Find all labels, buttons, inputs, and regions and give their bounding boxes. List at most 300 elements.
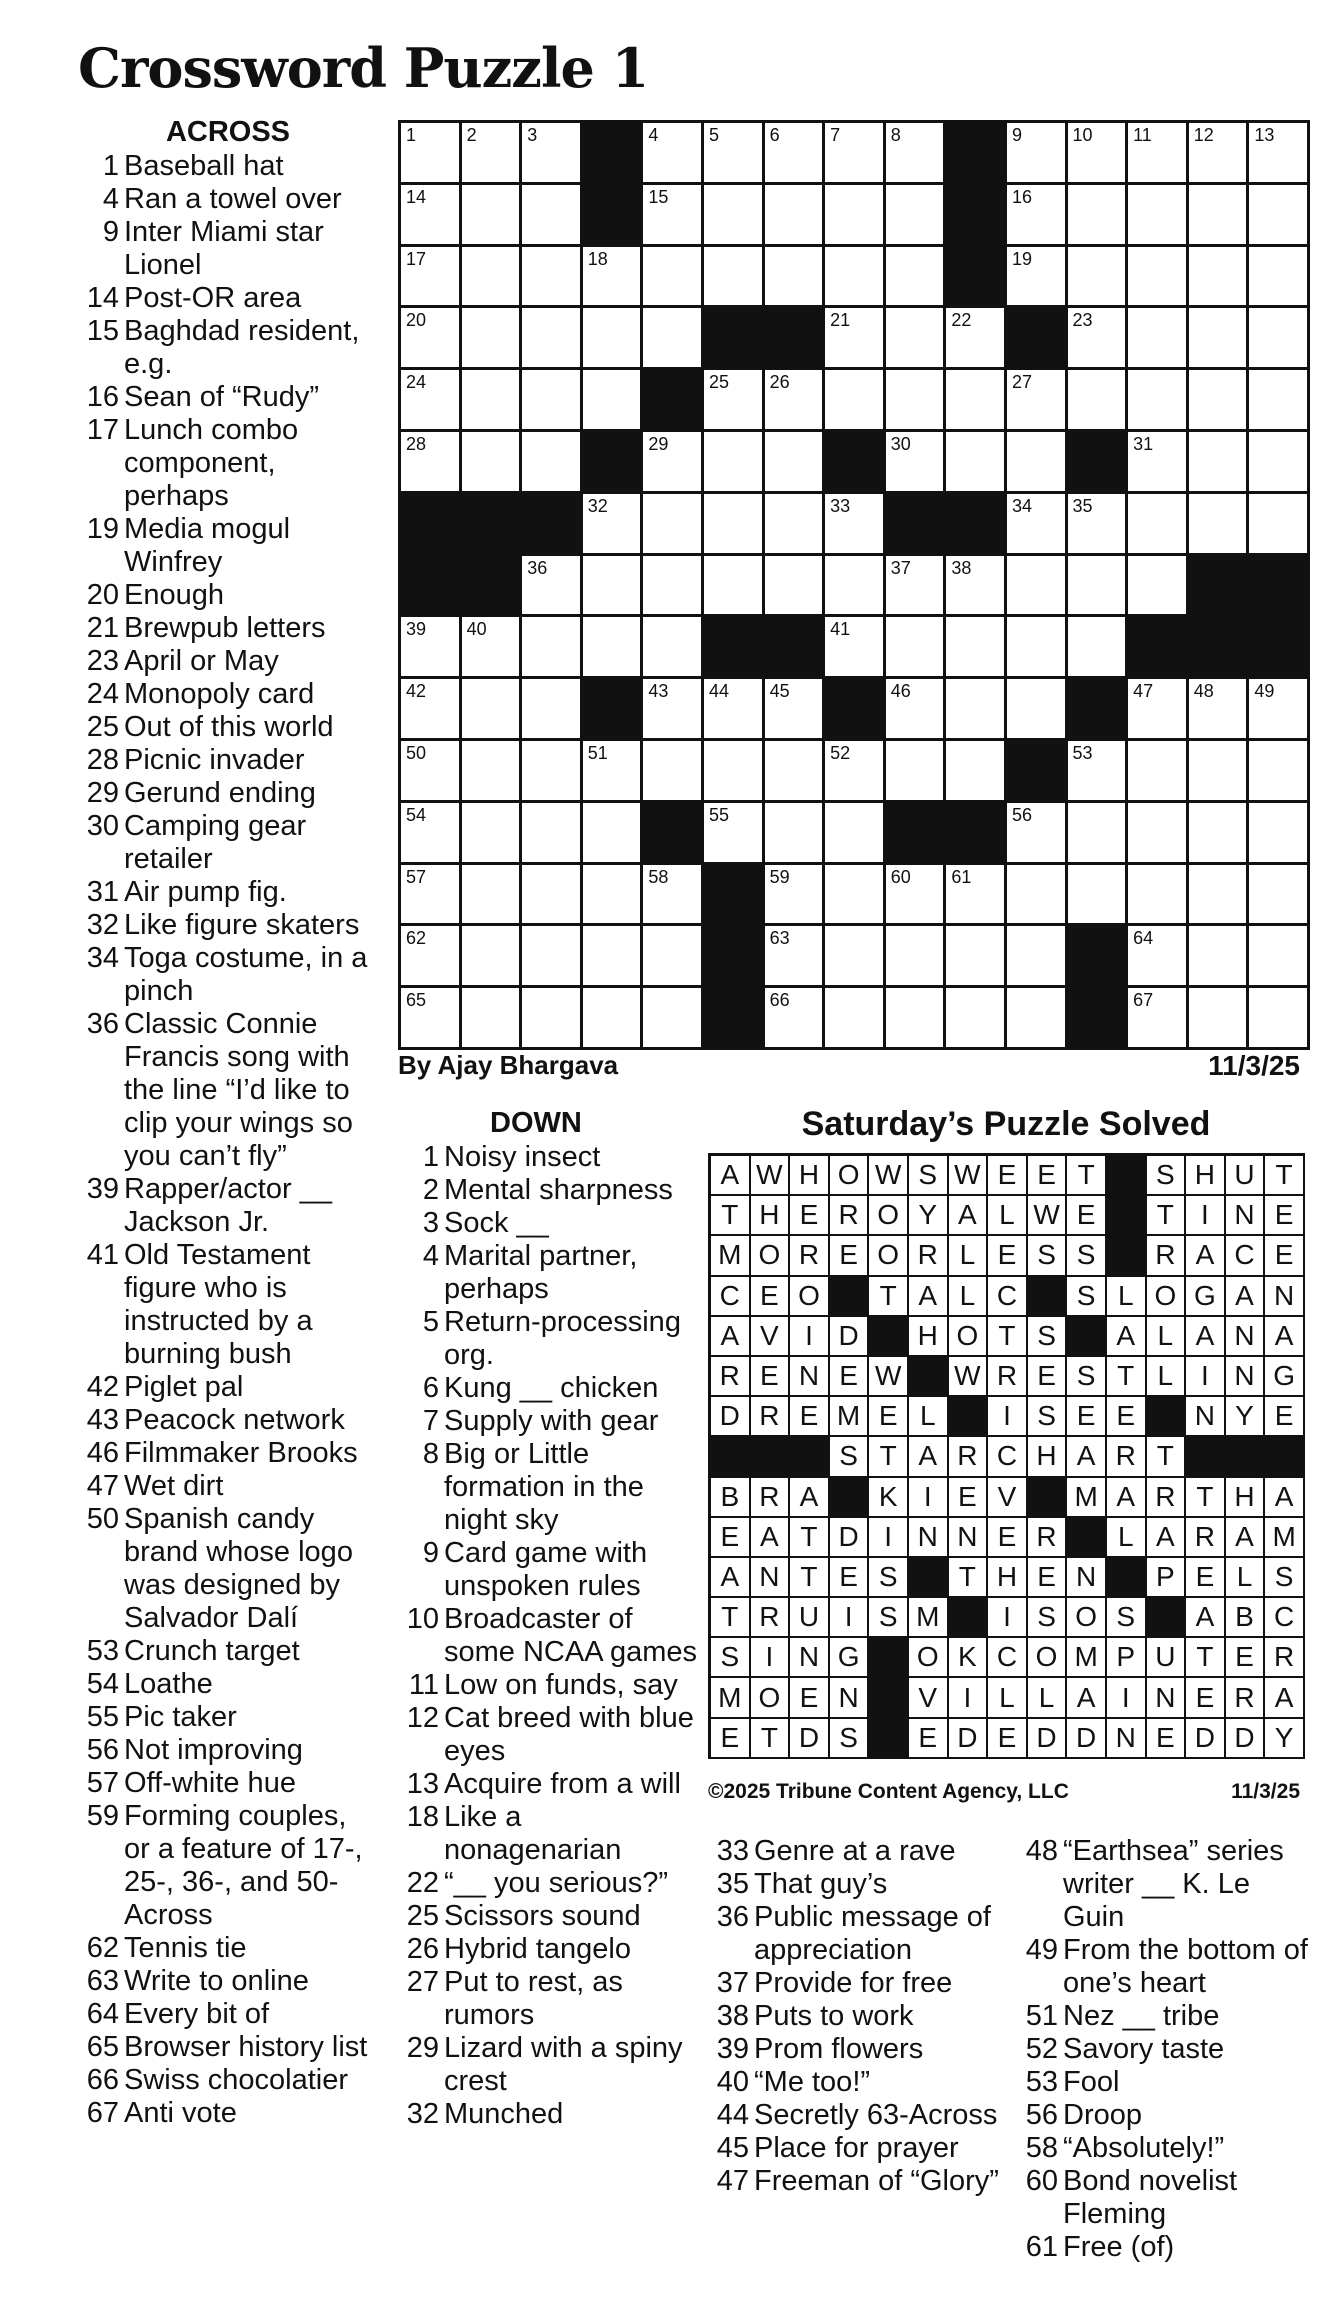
grid-cell[interactable] bbox=[825, 926, 886, 988]
clue-text: Off-white hue bbox=[124, 1767, 296, 1799]
clue-text: Crunch target bbox=[124, 1635, 300, 1667]
grid-cell[interactable] bbox=[765, 803, 826, 865]
solution-letter: A bbox=[1186, 1317, 1226, 1357]
grid-cell[interactable] bbox=[643, 617, 704, 679]
grid-cell[interactable] bbox=[1068, 556, 1129, 618]
grid-cell[interactable] bbox=[1007, 494, 1068, 556]
grid-cell[interactable] bbox=[462, 865, 523, 927]
grid-cell[interactable] bbox=[1007, 988, 1068, 1050]
grid-cell[interactable] bbox=[1007, 432, 1068, 494]
grid-cell[interactable] bbox=[1128, 988, 1189, 1050]
clue-down_col3-60 bbox=[1017, 2165, 1317, 2231]
grid-black-square bbox=[946, 247, 1007, 309]
grid-cell[interactable] bbox=[704, 370, 765, 432]
grid-cell[interactable] bbox=[1189, 988, 1250, 1050]
clue-text: April or May bbox=[124, 645, 279, 677]
grid-cell[interactable] bbox=[886, 370, 947, 432]
grid-cell[interactable] bbox=[1128, 370, 1189, 432]
clue-text: Filmmaker Brooks bbox=[124, 1437, 358, 1469]
grid-cell[interactable] bbox=[522, 432, 583, 494]
grid-cell[interactable] bbox=[583, 617, 644, 679]
solution-letter: I bbox=[751, 1638, 791, 1678]
clue-across-23 bbox=[78, 645, 378, 678]
clue-text: Kung __ chicken bbox=[444, 1372, 659, 1404]
grid-cell[interactable] bbox=[1189, 926, 1250, 988]
grid-cell[interactable] bbox=[401, 185, 462, 247]
grid-cell[interactable] bbox=[1128, 803, 1189, 865]
solution-letter: L bbox=[988, 1196, 1028, 1236]
clue-across-16 bbox=[78, 381, 378, 414]
grid-cell[interactable] bbox=[1068, 123, 1129, 185]
grid-cell[interactable] bbox=[765, 926, 826, 988]
clue-text: Swiss chocolatier bbox=[124, 2064, 349, 2096]
grid-cell[interactable] bbox=[1068, 741, 1129, 803]
clue-down_col1-8 bbox=[398, 1438, 698, 1537]
cell-number: 40 bbox=[466, 619, 487, 640]
cell-number: 60 bbox=[890, 866, 911, 887]
grid-cell[interactable] bbox=[1068, 370, 1129, 432]
clue-text: Camping gear retailer bbox=[124, 810, 307, 875]
grid-cell[interactable] bbox=[401, 370, 462, 432]
grid-cell[interactable] bbox=[946, 679, 1007, 741]
grid-cell[interactable] bbox=[825, 617, 886, 679]
solution-letter: A bbox=[949, 1196, 989, 1236]
grid-cell[interactable] bbox=[1128, 926, 1189, 988]
cell-number: 36 bbox=[527, 557, 548, 578]
grid-cell[interactable] bbox=[1128, 185, 1189, 247]
grid-cell[interactable] bbox=[704, 185, 765, 247]
grid-cell[interactable] bbox=[825, 741, 886, 803]
grid-cell[interactable] bbox=[1007, 865, 1068, 927]
cell-number: 18 bbox=[587, 248, 608, 269]
grid-cell[interactable] bbox=[1128, 494, 1189, 556]
grid-cell[interactable] bbox=[401, 432, 462, 494]
clue-text: Every bit of bbox=[124, 1998, 270, 2030]
clue-text: Nez __ tribe bbox=[1063, 2000, 1220, 2032]
grid-cell[interactable] bbox=[462, 679, 523, 741]
grid-cell[interactable] bbox=[765, 123, 826, 185]
solution-letter: E bbox=[830, 1558, 870, 1598]
grid-cell[interactable] bbox=[643, 247, 704, 309]
grid-cell[interactable] bbox=[522, 123, 583, 185]
clue-across-15 bbox=[78, 315, 378, 381]
grid-cell[interactable] bbox=[401, 679, 462, 741]
grid-cell[interactable] bbox=[765, 556, 826, 618]
solution-letter: D bbox=[949, 1719, 989, 1759]
clue-down_col2-33 bbox=[708, 1835, 1008, 1868]
cell-number: 19 bbox=[1011, 248, 1032, 269]
grid-cell[interactable] bbox=[825, 123, 886, 185]
solution-letter: E bbox=[1186, 1678, 1226, 1718]
grid-cell[interactable] bbox=[401, 988, 462, 1050]
grid-cell[interactable] bbox=[1128, 741, 1189, 803]
grid-cell[interactable] bbox=[1128, 123, 1189, 185]
grid-cell[interactable] bbox=[1068, 185, 1129, 247]
grid-cell[interactable] bbox=[583, 803, 644, 865]
grid-cell[interactable] bbox=[522, 679, 583, 741]
grid-cell[interactable] bbox=[886, 865, 947, 927]
grid-cell[interactable] bbox=[462, 123, 523, 185]
grid-cell[interactable] bbox=[946, 741, 1007, 803]
grid-cell[interactable] bbox=[825, 988, 886, 1050]
grid-cell[interactable] bbox=[583, 494, 644, 556]
cell-number: 35 bbox=[1072, 495, 1093, 516]
grid-cell[interactable] bbox=[1128, 679, 1189, 741]
cell-number: 3 bbox=[527, 125, 538, 145]
clue-number: 40 bbox=[716, 2066, 749, 2098]
grid-cell[interactable] bbox=[886, 432, 947, 494]
clue-number: 49 bbox=[1025, 1934, 1058, 1966]
clue-number: 23 bbox=[86, 645, 119, 677]
clue-number: 32 bbox=[86, 909, 119, 941]
grid-cell[interactable] bbox=[401, 617, 462, 679]
solution-letter: O bbox=[869, 1196, 909, 1236]
grid-cell[interactable] bbox=[825, 308, 886, 370]
solution-letter: E bbox=[1265, 1236, 1305, 1276]
cell-number: 43 bbox=[648, 681, 669, 702]
grid-cell[interactable] bbox=[1189, 741, 1250, 803]
clue-text: Marital partner, perhaps bbox=[444, 1240, 638, 1305]
solution-letter: A bbox=[1107, 1317, 1147, 1357]
grid-cell[interactable] bbox=[1249, 679, 1310, 741]
grid-cell[interactable] bbox=[583, 926, 644, 988]
grid-cell[interactable] bbox=[1007, 803, 1068, 865]
grid-cell[interactable] bbox=[1249, 741, 1310, 803]
grid-cell[interactable] bbox=[704, 432, 765, 494]
solution-black-square bbox=[1186, 1437, 1226, 1477]
cell-number: 63 bbox=[769, 928, 790, 949]
solution-letter: I bbox=[988, 1397, 1028, 1437]
grid-cell[interactable] bbox=[1128, 308, 1189, 370]
grid-cell[interactable] bbox=[946, 370, 1007, 432]
grid-cell[interactable] bbox=[401, 803, 462, 865]
grid-cell[interactable] bbox=[1249, 803, 1310, 865]
solution-black-square bbox=[751, 1437, 791, 1477]
clue-number: 56 bbox=[1025, 2099, 1058, 2131]
grid-cell[interactable] bbox=[886, 556, 947, 618]
solution-letter: N bbox=[830, 1678, 870, 1718]
grid-cell[interactable] bbox=[825, 494, 886, 556]
solution-letter: R bbox=[1107, 1437, 1147, 1477]
grid-cell[interactable] bbox=[643, 432, 704, 494]
cell-number: 48 bbox=[1193, 681, 1214, 702]
cell-number: 65 bbox=[406, 990, 427, 1011]
clue-number: 25 bbox=[86, 711, 119, 743]
grid-cell[interactable] bbox=[946, 988, 1007, 1050]
grid-cell[interactable] bbox=[765, 185, 826, 247]
grid-cell[interactable] bbox=[1068, 247, 1129, 309]
grid-cell[interactable] bbox=[462, 617, 523, 679]
grid-cell[interactable] bbox=[1249, 926, 1310, 988]
solution-letter: S bbox=[1028, 1317, 1068, 1357]
cell-number: 50 bbox=[406, 742, 427, 763]
grid-cell[interactable] bbox=[825, 370, 886, 432]
solution-letter: A bbox=[711, 1317, 751, 1357]
grid-cell[interactable] bbox=[946, 556, 1007, 618]
grid-cell[interactable] bbox=[765, 988, 826, 1050]
grid-cell[interactable] bbox=[1189, 803, 1250, 865]
grid-cell[interactable] bbox=[704, 494, 765, 556]
grid-cell[interactable] bbox=[522, 926, 583, 988]
grid-cell[interactable] bbox=[643, 865, 704, 927]
clue-number: 62 bbox=[86, 1932, 119, 1964]
grid-cell[interactable] bbox=[1007, 247, 1068, 309]
grid-cell[interactable] bbox=[1249, 370, 1310, 432]
solution-black-square bbox=[1265, 1437, 1305, 1477]
grid-cell[interactable] bbox=[946, 308, 1007, 370]
grid-cell[interactable] bbox=[522, 308, 583, 370]
clue-down_col1-7 bbox=[398, 1405, 698, 1438]
grid-cell[interactable] bbox=[765, 865, 826, 927]
solution-letter: P bbox=[1107, 1638, 1147, 1678]
grid-cell[interactable] bbox=[583, 556, 644, 618]
grid-cell[interactable] bbox=[1007, 617, 1068, 679]
cell-number: 46 bbox=[890, 681, 911, 702]
clue-down_col2-39 bbox=[708, 2033, 1008, 2066]
grid-cell[interactable] bbox=[886, 988, 947, 1050]
grid-cell[interactable] bbox=[704, 803, 765, 865]
solution-letter: O bbox=[869, 1236, 909, 1276]
grid-cell[interactable] bbox=[886, 679, 947, 741]
grid-cell[interactable] bbox=[1249, 247, 1310, 309]
solution-letter: N bbox=[1147, 1678, 1187, 1718]
grid-cell[interactable] bbox=[1007, 679, 1068, 741]
grid-cell[interactable] bbox=[643, 556, 704, 618]
grid-cell[interactable] bbox=[643, 494, 704, 556]
cell-number: 38 bbox=[951, 557, 972, 578]
solution-letter: E bbox=[1067, 1397, 1107, 1437]
grid-cell[interactable] bbox=[522, 741, 583, 803]
grid-cell[interactable] bbox=[1189, 370, 1250, 432]
grid-cell[interactable] bbox=[462, 926, 523, 988]
grid-cell[interactable] bbox=[1249, 494, 1310, 556]
clue-text: Free (of) bbox=[1063, 2231, 1175, 2263]
grid-cell[interactable] bbox=[583, 370, 644, 432]
grid-cell[interactable] bbox=[1249, 865, 1310, 927]
grid-cell[interactable] bbox=[886, 185, 947, 247]
grid-cell[interactable] bbox=[704, 556, 765, 618]
clue-number: 26 bbox=[406, 1933, 439, 1965]
grid-cell[interactable] bbox=[522, 370, 583, 432]
grid-cell[interactable] bbox=[1189, 865, 1250, 927]
clue-number: 42 bbox=[86, 1371, 119, 1403]
grid-cell[interactable] bbox=[583, 988, 644, 1050]
grid-cell[interactable] bbox=[825, 185, 886, 247]
solution-letter: N bbox=[1226, 1317, 1266, 1357]
clue-across-42 bbox=[78, 1371, 378, 1404]
grid-cell[interactable] bbox=[643, 988, 704, 1050]
grid-cell[interactable] bbox=[1249, 123, 1310, 185]
grid-cell[interactable] bbox=[522, 865, 583, 927]
grid-cell[interactable] bbox=[765, 741, 826, 803]
solution-letter: A bbox=[1226, 1277, 1266, 1317]
clue-across-63 bbox=[78, 1965, 378, 1998]
grid-cell[interactable] bbox=[462, 432, 523, 494]
clue-across-65 bbox=[78, 2031, 378, 2064]
grid-cell[interactable] bbox=[825, 556, 886, 618]
across-clues bbox=[78, 114, 378, 2130]
clue-text: Savory taste bbox=[1063, 2033, 1225, 2065]
grid-cell[interactable] bbox=[765, 370, 826, 432]
grid-cell[interactable] bbox=[522, 185, 583, 247]
grid-cell[interactable] bbox=[462, 308, 523, 370]
solution-letter: T bbox=[869, 1437, 909, 1477]
grid-cell[interactable] bbox=[1068, 803, 1129, 865]
grid-cell[interactable] bbox=[704, 247, 765, 309]
grid-cell[interactable] bbox=[1189, 185, 1250, 247]
cell-number: 44 bbox=[708, 681, 729, 702]
grid-cell[interactable] bbox=[1007, 926, 1068, 988]
clue-text: Loathe bbox=[124, 1668, 213, 1700]
clue-across-28 bbox=[78, 744, 378, 777]
solution-black-square bbox=[830, 1277, 870, 1317]
grid-cell[interactable] bbox=[462, 741, 523, 803]
grid-cell[interactable] bbox=[886, 741, 947, 803]
grid-cell[interactable] bbox=[765, 247, 826, 309]
grid-cell[interactable] bbox=[1128, 432, 1189, 494]
grid-cell[interactable] bbox=[643, 185, 704, 247]
grid-black-square bbox=[1007, 308, 1068, 370]
cell-number: 34 bbox=[1011, 495, 1032, 516]
grid-cell[interactable] bbox=[946, 617, 1007, 679]
grid-cell[interactable] bbox=[583, 308, 644, 370]
solution-letter: O bbox=[1067, 1598, 1107, 1638]
grid-cell[interactable] bbox=[401, 308, 462, 370]
grid-cell[interactable] bbox=[583, 741, 644, 803]
grid-cell[interactable] bbox=[886, 926, 947, 988]
grid-cell[interactable] bbox=[886, 308, 947, 370]
grid-cell[interactable] bbox=[462, 185, 523, 247]
grid-cell[interactable] bbox=[583, 247, 644, 309]
solution-black-square bbox=[1107, 1196, 1147, 1236]
clue-across-17 bbox=[78, 414, 378, 513]
solution-letter: D bbox=[1226, 1719, 1266, 1759]
clue-down_col2-40 bbox=[708, 2066, 1008, 2099]
grid-cell[interactable] bbox=[1189, 494, 1250, 556]
grid-cell[interactable] bbox=[1007, 185, 1068, 247]
grid-cell[interactable] bbox=[1249, 185, 1310, 247]
clue-text: Put to rest, as rumors bbox=[444, 1966, 623, 2031]
grid-cell[interactable] bbox=[1068, 308, 1129, 370]
solution-black-square bbox=[790, 1437, 830, 1477]
clue-text: Piglet pal bbox=[124, 1371, 244, 1403]
grid-cell[interactable] bbox=[643, 308, 704, 370]
grid-cell[interactable] bbox=[1189, 679, 1250, 741]
clue-across-4 bbox=[78, 183, 378, 216]
grid-cell[interactable] bbox=[704, 123, 765, 185]
grid-cell[interactable] bbox=[946, 865, 1007, 927]
grid-cell[interactable] bbox=[1068, 494, 1129, 556]
solution-grid bbox=[708, 1153, 1305, 1759]
grid-cell[interactable] bbox=[825, 247, 886, 309]
grid-cell[interactable] bbox=[401, 926, 462, 988]
grid-cell[interactable] bbox=[886, 123, 947, 185]
grid-cell[interactable] bbox=[462, 370, 523, 432]
grid-cell[interactable] bbox=[401, 865, 462, 927]
grid-cell[interactable] bbox=[765, 494, 826, 556]
solution-letter: H bbox=[1186, 1156, 1226, 1196]
solution-black-square bbox=[869, 1317, 909, 1357]
grid-cell[interactable] bbox=[1128, 556, 1189, 618]
grid-cell[interactable] bbox=[886, 247, 947, 309]
grid-cell[interactable] bbox=[401, 247, 462, 309]
grid-cell[interactable] bbox=[643, 926, 704, 988]
grid-cell[interactable] bbox=[1007, 370, 1068, 432]
solution-letter: A bbox=[1067, 1678, 1107, 1718]
grid-cell[interactable] bbox=[522, 556, 583, 618]
clue-down_col2-37 bbox=[708, 1967, 1008, 2000]
grid-cell[interactable] bbox=[401, 741, 462, 803]
grid-cell[interactable] bbox=[462, 247, 523, 309]
grid-cell[interactable] bbox=[522, 803, 583, 865]
solution-letter: M bbox=[1067, 1478, 1107, 1518]
solution-letter: Y bbox=[1226, 1397, 1266, 1437]
clue-down_col1-12 bbox=[398, 1702, 698, 1768]
solution-letter: S bbox=[1107, 1598, 1147, 1638]
grid-cell[interactable] bbox=[1249, 308, 1310, 370]
grid-cell[interactable] bbox=[946, 432, 1007, 494]
solution-letter: W bbox=[869, 1357, 909, 1397]
clue-text: “Me too!” bbox=[754, 2066, 871, 2098]
grid-cell[interactable] bbox=[1068, 865, 1129, 927]
grid-cell[interactable] bbox=[462, 803, 523, 865]
grid-cell[interactable] bbox=[704, 679, 765, 741]
grid-cell[interactable] bbox=[522, 247, 583, 309]
grid-cell[interactable] bbox=[643, 123, 704, 185]
solution-letter: O bbox=[949, 1317, 989, 1357]
grid-cell[interactable] bbox=[765, 679, 826, 741]
clue-number: 4 bbox=[102, 183, 119, 215]
solution-letter: O bbox=[751, 1236, 791, 1276]
clue-down_col1-18 bbox=[398, 1801, 698, 1867]
grid-cell[interactable] bbox=[1189, 308, 1250, 370]
clue-down_col1-6 bbox=[398, 1372, 698, 1405]
clue-text: Old Testament figure who is instructed by a burning bush bbox=[124, 1239, 313, 1370]
grid-cell[interactable] bbox=[643, 741, 704, 803]
grid-cell[interactable] bbox=[522, 617, 583, 679]
grid-black-square bbox=[1189, 617, 1250, 679]
grid-cell[interactable] bbox=[825, 865, 886, 927]
grid-cell[interactable] bbox=[1068, 617, 1129, 679]
grid-cell[interactable] bbox=[462, 988, 523, 1050]
grid-cell[interactable] bbox=[1189, 123, 1250, 185]
solution-letter: A bbox=[1067, 1437, 1107, 1477]
grid-cell[interactable] bbox=[946, 926, 1007, 988]
grid-cell[interactable] bbox=[1249, 432, 1310, 494]
grid-cell[interactable] bbox=[583, 865, 644, 927]
grid-cell[interactable] bbox=[825, 803, 886, 865]
clue-number: 2 bbox=[422, 1174, 439, 1206]
grid-cell[interactable] bbox=[643, 679, 704, 741]
grid-cell[interactable] bbox=[1007, 123, 1068, 185]
clue-down_col1-13 bbox=[398, 1768, 698, 1801]
grid-cell[interactable] bbox=[704, 741, 765, 803]
grid-cell[interactable] bbox=[1189, 432, 1250, 494]
grid-cell[interactable] bbox=[401, 123, 462, 185]
grid-cell[interactable] bbox=[1007, 556, 1068, 618]
clue-text: Browser history list bbox=[124, 2031, 368, 2063]
grid-cell[interactable] bbox=[1249, 988, 1310, 1050]
grid-cell[interactable] bbox=[1189, 247, 1250, 309]
grid-cell[interactable] bbox=[1128, 865, 1189, 927]
grid-cell[interactable] bbox=[886, 617, 947, 679]
grid-cell[interactable] bbox=[1128, 247, 1189, 309]
grid-cell[interactable] bbox=[765, 432, 826, 494]
solution-letter: E bbox=[1265, 1397, 1305, 1437]
grid-cell[interactable] bbox=[522, 988, 583, 1050]
solution-letter: T bbox=[988, 1317, 1028, 1357]
clue-text: Munched bbox=[444, 2098, 564, 2130]
